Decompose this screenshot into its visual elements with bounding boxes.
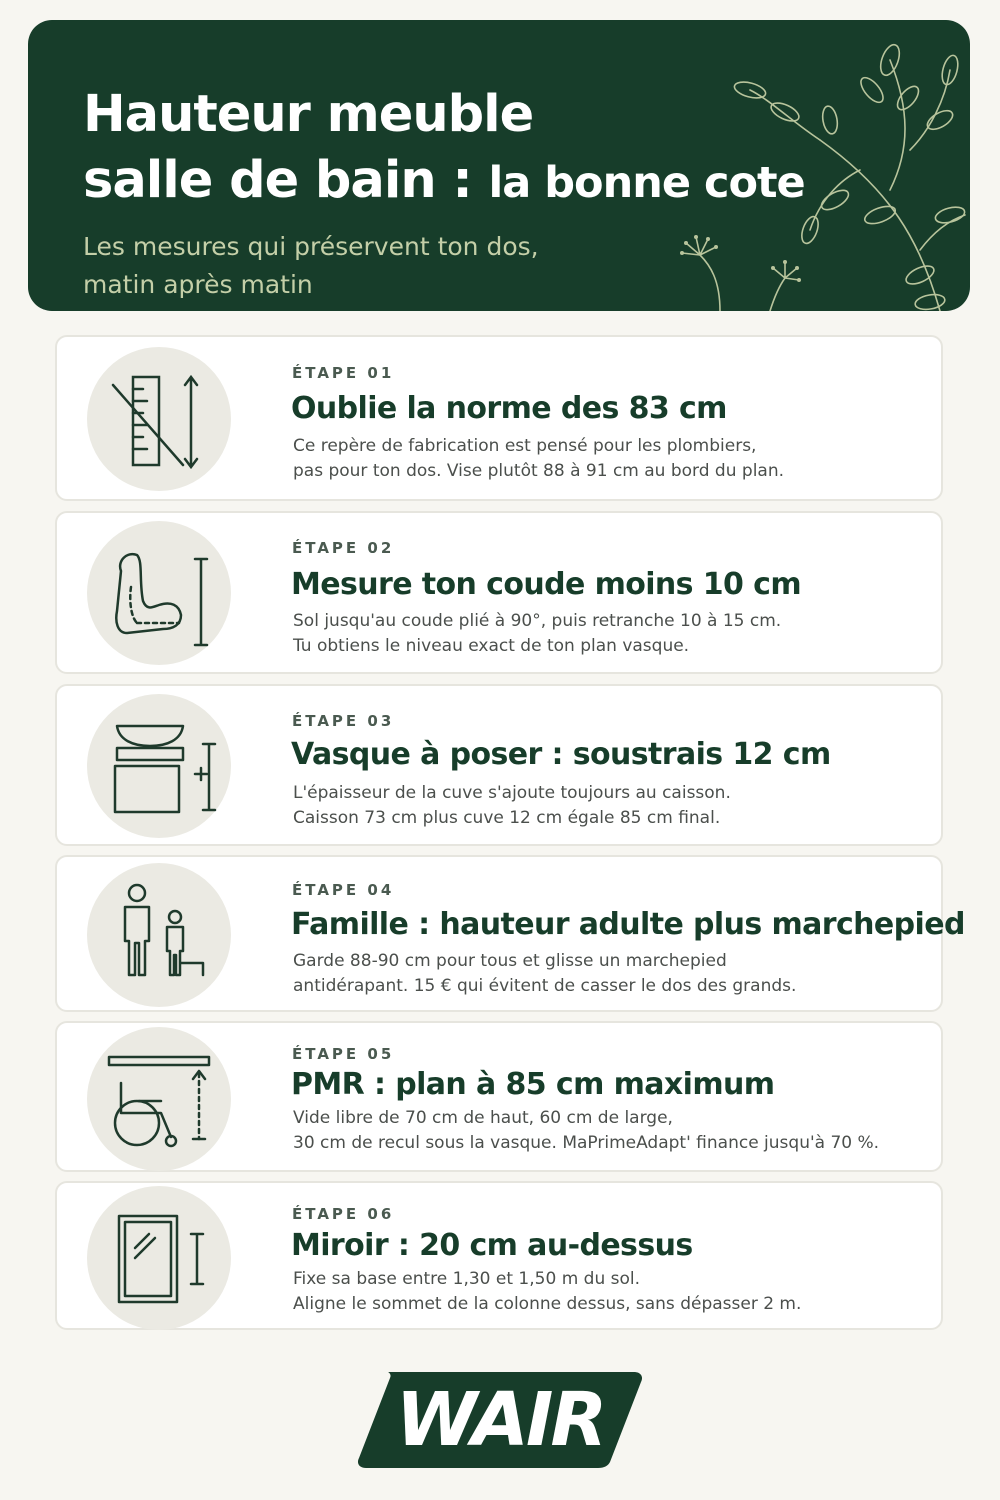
step-title: Vasque à poser : soustrais 12 cm: [291, 737, 831, 772]
title-line-2a: salle de bain :: [83, 151, 489, 210]
step-icon-circle: [87, 863, 231, 1007]
step-label: ÉTAPE 05: [292, 1045, 395, 1063]
desc-line-1: L'épaisseur de la cuve s'ajoute toujours au caisson.: [293, 783, 731, 803]
step-icon-circle: [87, 694, 231, 838]
step-icon-circle: [87, 347, 231, 491]
desc-line-1: Ce repère de fabrication est pensé pour les plombiers,: [293, 436, 757, 456]
step-title: Oublie la norme des 83 cm: [291, 391, 727, 426]
step-card-03: [55, 684, 943, 846]
elbow-arm-icon: [87, 521, 231, 665]
step-label: ÉTAPE 01: [292, 364, 395, 382]
subtitle-line-2: matin après matin: [83, 270, 313, 299]
logo-text: WAIR: [395, 1377, 605, 1463]
botanical-branch-illustration: [590, 20, 970, 311]
step-label: ÉTAPE 03: [292, 712, 395, 730]
step-description: [293, 949, 796, 999]
step-description: [293, 1267, 801, 1317]
subtitle-line-1: Les mesures qui préservent ton dos,: [83, 232, 539, 261]
mirror-icon: [87, 1186, 231, 1330]
basin-cabinet-icon: [87, 694, 231, 838]
title-line-1: Hauteur meuble: [83, 85, 534, 144]
step-description: [293, 781, 731, 831]
step-title: Mesure ton coude moins 10 cm: [291, 567, 802, 602]
desc-line-2: Caisson 73 cm plus cuve 12 cm égale 85 cm final.: [293, 808, 721, 828]
title-line-2b: la bonne cote: [488, 158, 805, 208]
step-title: PMR : plan à 85 cm maximum: [291, 1067, 775, 1102]
step-icon-circle: [87, 1027, 231, 1171]
crossed-ruler-icon: [87, 347, 231, 491]
page-subtitle: [83, 228, 539, 304]
step-card-02: [55, 511, 943, 674]
step-label: ÉTAPE 06: [292, 1205, 395, 1223]
desc-line-2: Tu obtiens le niveau exact de ton plan vasque.: [293, 636, 690, 656]
desc-line-1: Fixe sa base entre 1,30 et 1,50 m du sol.: [293, 1269, 641, 1289]
desc-line-2: 30 cm de recul sous la vasque. MaPrimeAdapt' finance jusqu'à 70 %.: [293, 1133, 880, 1153]
family-step-icon: [87, 863, 231, 1007]
step-title: Famille : hauteur adulte plus marchepied: [291, 907, 965, 942]
step-description: [293, 609, 781, 659]
desc-line-2: Aligne le sommet de la colonne dessus, sans dépasser 2 m.: [293, 1294, 802, 1314]
desc-line-1: Sol jusqu'au coude plié à 90°, puis retranche 10 à 15 cm.: [293, 611, 782, 631]
wair-logo: [358, 1372, 642, 1468]
step-label: ÉTAPE 02: [292, 539, 395, 557]
step-icon-circle: [87, 521, 231, 665]
desc-line-2: pas pour ton dos. Vise plutôt 88 à 91 cm au bord du plan.: [293, 461, 785, 481]
header-banner: [28, 20, 970, 311]
desc-line-1: Vide libre de 70 cm de haut, 60 cm de large,: [293, 1108, 673, 1128]
step-card-04: [55, 855, 965, 1012]
step-card-06: [55, 1181, 943, 1330]
step-label: ÉTAPE 04: [292, 881, 395, 899]
step-card-05: [55, 1021, 943, 1172]
desc-line-2: antidérapant. 15 € qui évitent de casser le dos des grands.: [293, 976, 797, 996]
wheelchair-icon: [87, 1027, 231, 1171]
step-description: [293, 1106, 879, 1156]
step-description: [293, 434, 784, 484]
step-title: Miroir : 20 cm au-dessus: [291, 1228, 693, 1263]
step-icon-circle: [87, 1186, 231, 1330]
desc-line-1: Garde 88-90 cm pour tous et glisse un marchepied: [293, 951, 727, 971]
step-card-01: [55, 335, 943, 501]
